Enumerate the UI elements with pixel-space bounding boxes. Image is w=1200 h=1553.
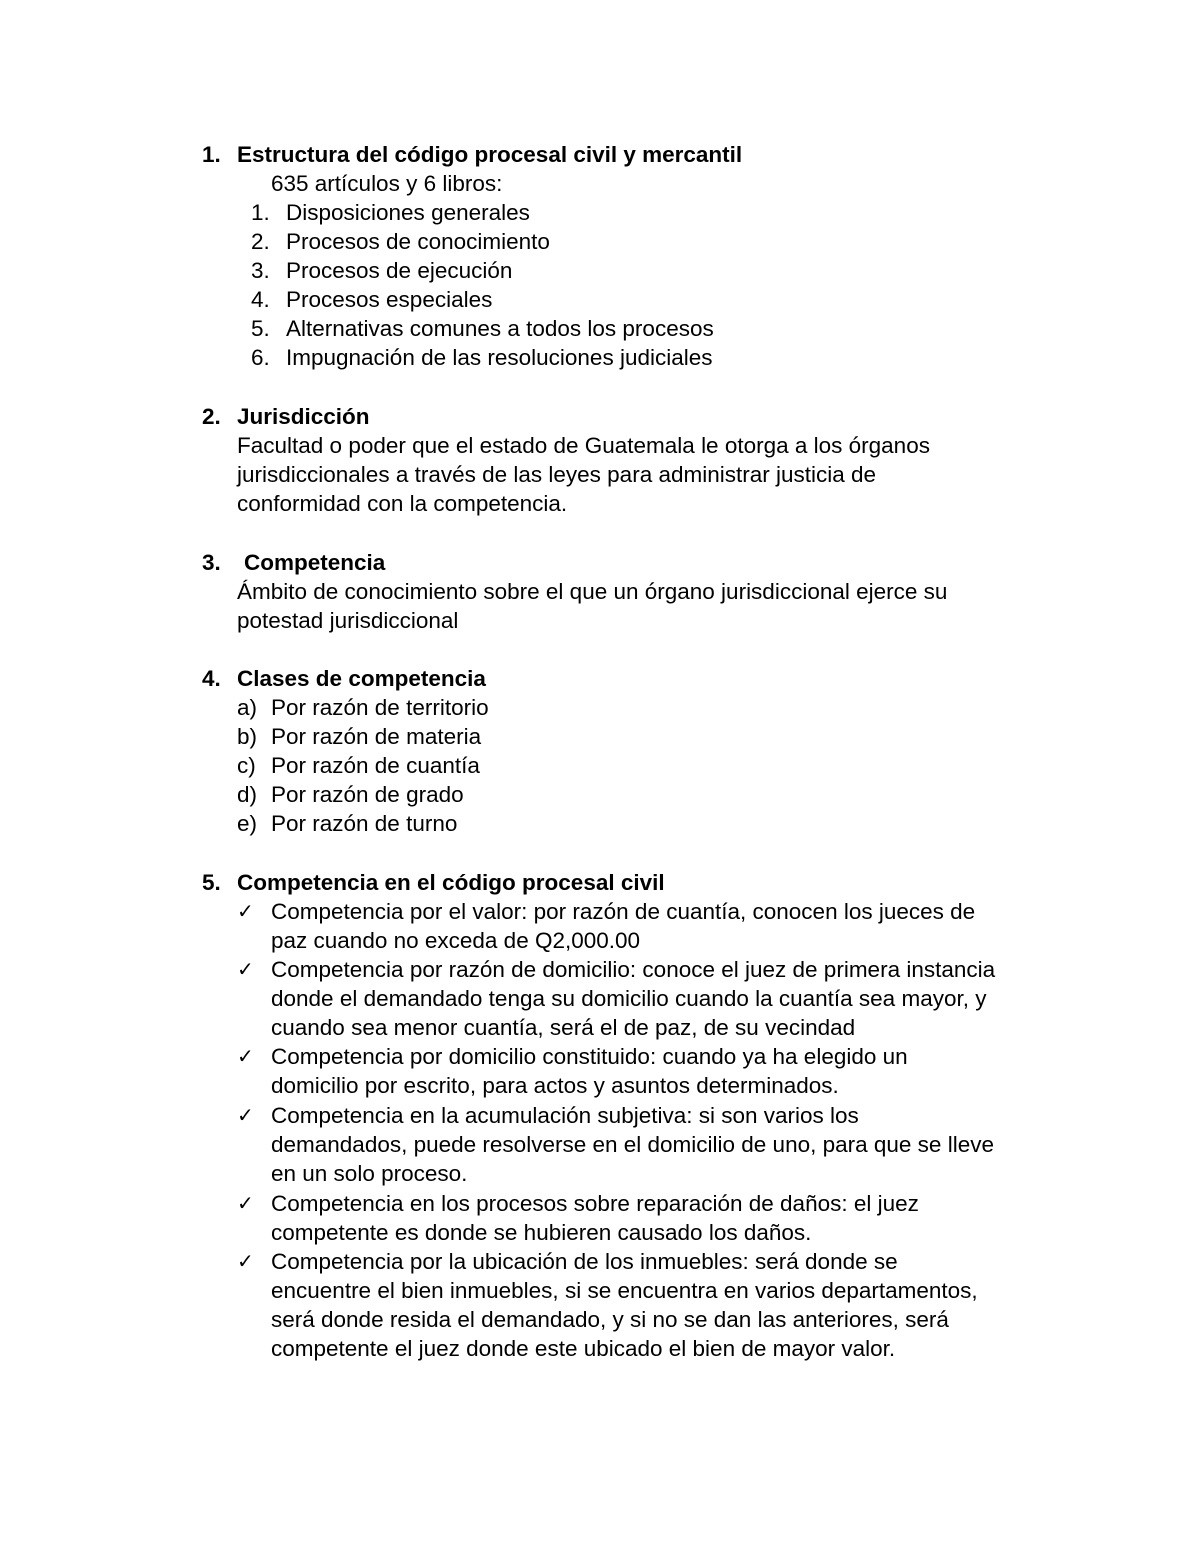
list-marker: e) bbox=[237, 811, 258, 836]
section-number: 3. bbox=[202, 550, 221, 575]
check-item-line: en un solo proceso. bbox=[271, 1161, 468, 1186]
check-item-line: Competencia por razón de domicilio: conoce el juez de primera instancia bbox=[271, 957, 996, 982]
list-marker: 2. bbox=[251, 229, 270, 254]
list-marker: 5. bbox=[251, 316, 270, 341]
checkmark-icon: ✓ bbox=[237, 1191, 254, 1215]
checkmark-icon: ✓ bbox=[237, 1044, 254, 1068]
list-item: Por razón de territorio bbox=[271, 695, 489, 720]
list-item: Por razón de grado bbox=[271, 782, 464, 807]
section-number: 2. bbox=[202, 404, 221, 429]
list-item: Procesos especiales bbox=[286, 287, 493, 312]
paragraph-line: jurisdiccionales a través de las leyes para administrar justicia de bbox=[237, 462, 877, 487]
paragraph-line: potestad jurisdiccional bbox=[237, 608, 459, 633]
check-item-line: paz cuando no exceda de Q2,000.00 bbox=[271, 928, 641, 953]
list-marker: 1. bbox=[251, 200, 270, 225]
list-marker: c) bbox=[237, 753, 256, 778]
section-intro: 635 artículos y 6 libros: bbox=[271, 171, 503, 196]
list-item: Por razón de turno bbox=[271, 811, 458, 836]
paragraph-line: Facultad o poder que el estado de Guatemala le otorga a los órganos bbox=[237, 433, 930, 458]
list-marker: 4. bbox=[251, 287, 270, 312]
list-item: Por razón de materia bbox=[271, 724, 482, 749]
section-heading: Competencia bbox=[244, 550, 386, 575]
check-item-line: Competencia por la ubicación de los inmuebles: será donde se bbox=[271, 1249, 898, 1274]
list-item: Disposiciones generales bbox=[286, 200, 530, 225]
list-marker: a) bbox=[237, 695, 258, 720]
check-item-line: competente es donde se hubieren causado los daños. bbox=[271, 1220, 812, 1245]
list-marker: b) bbox=[237, 724, 258, 749]
list-item: Procesos de conocimiento bbox=[286, 229, 550, 254]
list-marker: 3. bbox=[251, 258, 270, 283]
section-number: 4. bbox=[202, 666, 221, 691]
paragraph-line: conformidad con la competencia. bbox=[237, 491, 568, 516]
check-item-line: domicilio por escrito, para actos y asuntos determinados. bbox=[271, 1073, 839, 1098]
check-item-line: demandados, puede resolverse en el domicilio de uno, para que se lleve bbox=[271, 1132, 994, 1157]
section-heading: Clases de competencia bbox=[237, 666, 486, 691]
check-item-line: Competencia en los procesos sobre reparación de daños: el juez bbox=[271, 1191, 919, 1216]
check-item-line: cuando sea menor cuantía, será el de paz, de su vecindad bbox=[271, 1015, 856, 1040]
list-marker: 6. bbox=[251, 345, 270, 370]
section-heading: Estructura del código procesal civil y mercantil bbox=[237, 142, 743, 167]
check-item-line: Competencia en la acumulación subjetiva: si son varios los bbox=[271, 1103, 859, 1128]
checkmark-icon: ✓ bbox=[237, 899, 254, 923]
list-item: Alternativas comunes a todos los procesos bbox=[286, 316, 714, 341]
paragraph-line: Ámbito de conocimiento sobre el que un órgano jurisdiccional ejerce su bbox=[237, 579, 948, 604]
checkmark-icon: ✓ bbox=[237, 1249, 254, 1273]
check-item-line: encuentre el bien inmuebles, si se encuentra en varios departamentos, bbox=[271, 1278, 978, 1303]
check-item-line: será donde resida el demandado, y si no se dan las anteriores, será bbox=[271, 1307, 949, 1332]
list-item: Procesos de ejecución bbox=[286, 258, 513, 283]
check-item-line: Competencia por el valor: por razón de cuantía, conocen los jueces de bbox=[271, 899, 976, 924]
checkmark-icon: ✓ bbox=[237, 957, 254, 981]
check-item-line: competente el juez donde este ubicado el bien de mayor valor. bbox=[271, 1336, 896, 1361]
list-item: Impugnación de las resoluciones judiciales bbox=[286, 345, 713, 370]
check-item-line: donde el demandado tenga su domicilio cuando la cuantía sea mayor, y bbox=[271, 986, 987, 1011]
section-number: 5. bbox=[202, 870, 221, 895]
section-heading: Jurisdicción bbox=[237, 404, 370, 429]
list-marker: d) bbox=[237, 782, 258, 807]
section-number: 1. bbox=[202, 142, 221, 167]
list-item: Por razón de cuantía bbox=[271, 753, 480, 778]
checkmark-icon: ✓ bbox=[237, 1103, 254, 1127]
check-item-line: Competencia por domicilio constituido: cuando ya ha elegido un bbox=[271, 1044, 908, 1069]
section-heading: Competencia en el código procesal civil bbox=[237, 870, 665, 895]
